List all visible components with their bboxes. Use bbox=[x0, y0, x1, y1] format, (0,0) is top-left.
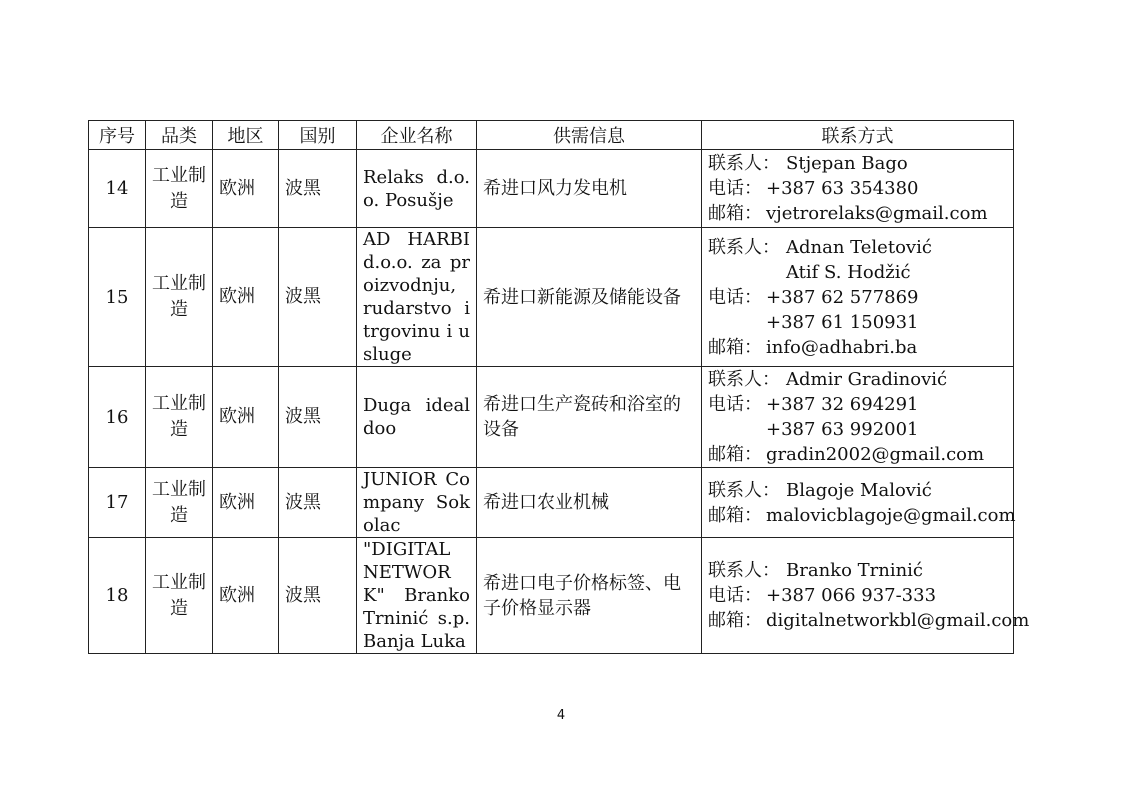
row-country: 波黑 bbox=[279, 538, 357, 654]
phone-line bbox=[708, 417, 1007, 442]
contact-person-line bbox=[708, 151, 1007, 176]
row-number: 14 bbox=[89, 150, 146, 228]
row-info: 希进口电子价格标签、电子价格显示器 bbox=[477, 538, 702, 654]
contact-person-line bbox=[708, 260, 1007, 285]
phone-number: +387 066 937-333 bbox=[766, 585, 937, 606]
email-line bbox=[708, 335, 1007, 360]
row-contact bbox=[702, 150, 1014, 228]
row-number: 16 bbox=[89, 367, 146, 468]
contact-label: 联系人： bbox=[708, 479, 780, 501]
email-line bbox=[708, 201, 1007, 226]
phone-line bbox=[708, 285, 1007, 310]
contact-person-line bbox=[708, 558, 1007, 583]
page-number: 4 bbox=[556, 708, 566, 723]
row-company: "DIGITAL NETWORK" Branko Trninić s.p. Banja Luka bbox=[357, 538, 477, 654]
email-label: 邮箱： bbox=[708, 610, 762, 631]
row-info: 希进口农业机械 bbox=[477, 468, 702, 538]
row-country: 波黑 bbox=[279, 150, 357, 228]
email-label: 邮箱： bbox=[708, 203, 762, 224]
row-category: 工业制造 bbox=[146, 367, 213, 468]
row-info: 希进口新能源及储能设备 bbox=[477, 228, 702, 367]
row-region: 欧洲 bbox=[213, 468, 279, 538]
email-line bbox=[708, 503, 1016, 528]
phone-line bbox=[708, 310, 1007, 335]
row-region: 欧洲 bbox=[213, 228, 279, 367]
row-category: 工业制造 bbox=[146, 228, 213, 367]
contact-label: 联系人： bbox=[708, 236, 780, 258]
row-country: 波黑 bbox=[279, 367, 357, 468]
header-country: 国别 bbox=[279, 121, 357, 150]
row-contact bbox=[702, 228, 1014, 367]
row-category: 工业制造 bbox=[146, 538, 213, 654]
row-number: 18 bbox=[89, 538, 146, 654]
email-address: gradin2002@gmail.com bbox=[766, 444, 985, 465]
contact-name: Admir Gradinović bbox=[786, 369, 948, 390]
row-info: 希进口生产瓷砖和浴室的设备 bbox=[477, 367, 702, 468]
email-address: vjetrorelaks@gmail.com bbox=[766, 203, 988, 224]
phone-number: +387 62 577869 bbox=[766, 286, 919, 308]
table-row bbox=[89, 468, 1014, 538]
phone-number: +387 63 992001 bbox=[766, 419, 919, 440]
row-company: AD HARBI d.o.o. za proizvodnju, rudarstvo itrgovinu i usluge bbox=[357, 228, 477, 367]
phone-line bbox=[708, 176, 1007, 201]
table-header-row bbox=[89, 121, 1014, 150]
row-company: JUNIOR Company Sokolac bbox=[357, 468, 477, 538]
header-category: 品类 bbox=[146, 121, 213, 150]
row-number: 17 bbox=[89, 468, 146, 538]
contact-label: 联系人： bbox=[708, 153, 780, 174]
row-contact bbox=[702, 367, 1014, 468]
phone-label: 电话： bbox=[708, 286, 762, 308]
row-company: Duga ideal doo bbox=[357, 367, 477, 468]
email-label: 邮箱： bbox=[708, 504, 762, 526]
contact-name: Blagoje Malović bbox=[786, 479, 932, 501]
row-region: 欧洲 bbox=[213, 538, 279, 654]
row-country: 波黑 bbox=[279, 468, 357, 538]
header-contact: 联系方式 bbox=[702, 121, 1014, 150]
header-company: 企业名称 bbox=[357, 121, 477, 150]
phone-number: +387 61 150931 bbox=[766, 311, 919, 333]
contact-person-line bbox=[708, 367, 1007, 392]
phone-number: +387 32 694291 bbox=[766, 394, 919, 415]
email-address: digitalnetworkbl@gmail.com bbox=[766, 610, 1030, 631]
table-row bbox=[89, 150, 1014, 228]
row-region: 欧洲 bbox=[213, 150, 279, 228]
contact-name: Branko Trninić bbox=[786, 560, 924, 581]
row-category: 工业制造 bbox=[146, 150, 213, 228]
email-line bbox=[708, 442, 1007, 467]
header-info: 供需信息 bbox=[477, 121, 702, 150]
contact-label: 联系人： bbox=[708, 369, 780, 390]
phone-number: +387 63 354380 bbox=[766, 178, 919, 199]
row-number: 15 bbox=[89, 228, 146, 367]
row-country: 波黑 bbox=[279, 228, 357, 367]
email-address: malovicblagoje@gmail.com bbox=[766, 504, 1016, 526]
email-line bbox=[708, 608, 1030, 633]
row-contact bbox=[702, 468, 1014, 538]
phone-label: 电话： bbox=[708, 585, 762, 606]
row-category: 工业制造 bbox=[146, 468, 213, 538]
phone-label: 电话： bbox=[708, 394, 762, 415]
row-company: Relaks d.o.o. Posušje bbox=[357, 150, 477, 228]
contact-person-line bbox=[708, 478, 1007, 503]
email-label: 邮箱： bbox=[708, 336, 762, 358]
email-address: info@adhabri.ba bbox=[766, 336, 918, 358]
phone-line bbox=[708, 583, 1007, 608]
table-row bbox=[89, 228, 1014, 367]
contact-name: Atif S. Hodžić bbox=[786, 261, 911, 283]
contact-name: Stjepan Bago bbox=[786, 153, 908, 174]
header-no: 序号 bbox=[89, 121, 146, 150]
contact-label: 联系人： bbox=[708, 560, 780, 581]
row-contact bbox=[702, 538, 1030, 654]
supply-demand-table bbox=[88, 120, 1030, 654]
header-region: 地区 bbox=[213, 121, 279, 150]
table-row bbox=[89, 538, 1014, 654]
phone-line bbox=[708, 392, 1007, 417]
email-label: 邮箱： bbox=[708, 444, 762, 465]
phone-label: 电话： bbox=[708, 178, 762, 199]
row-info: 希进口风力发电机 bbox=[477, 150, 702, 228]
contact-person-line bbox=[708, 235, 1007, 260]
contact-name: Adnan Teletović bbox=[786, 236, 932, 258]
row-region: 欧洲 bbox=[213, 367, 279, 468]
table-row bbox=[89, 367, 1014, 468]
